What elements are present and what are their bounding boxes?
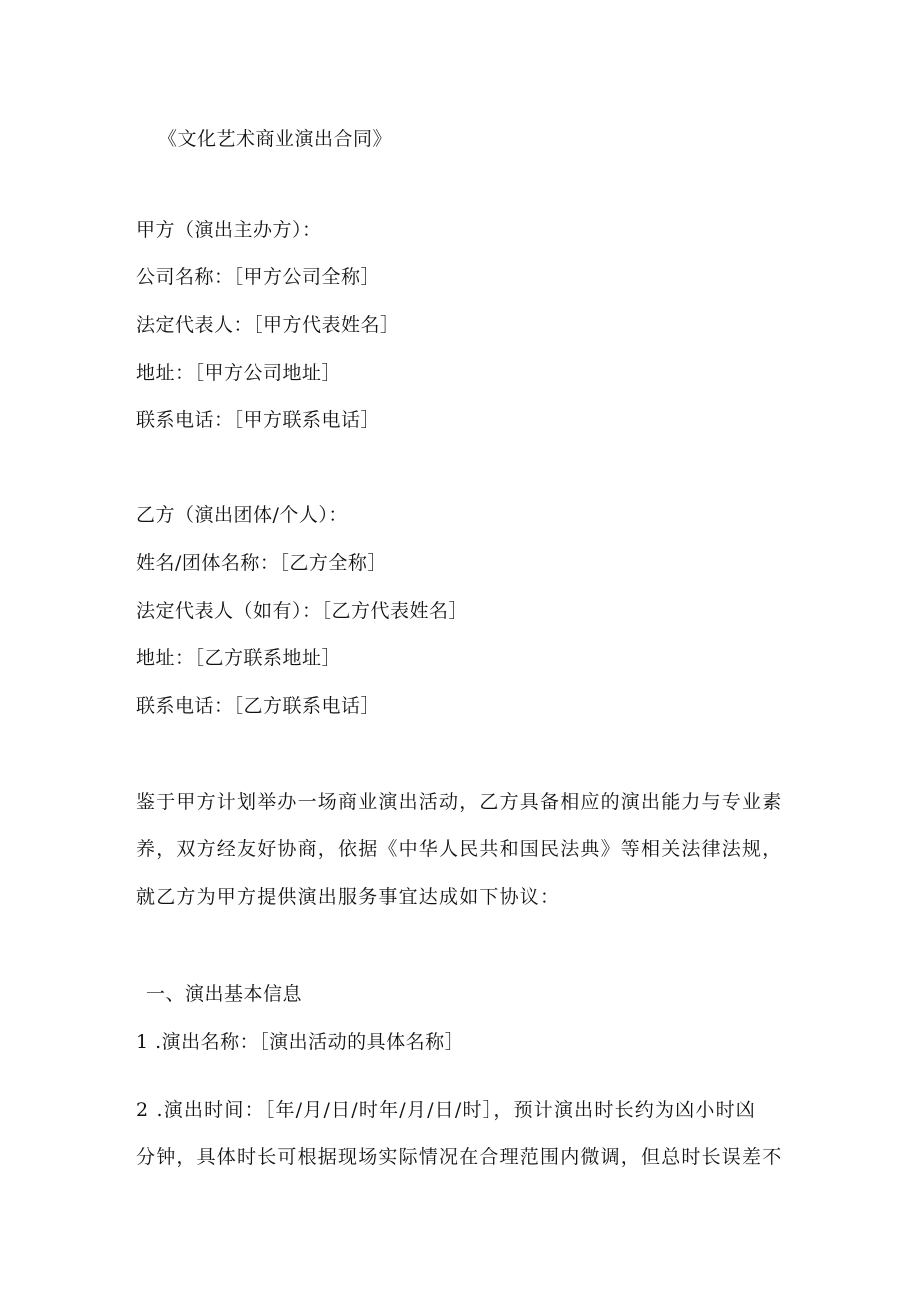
party-a-phone: 联系电话：［甲方联系电话］ xyxy=(136,409,381,431)
party-b-heading: 乙方（演出团体/个人）： xyxy=(136,504,348,526)
section1-item-2-line: 2 .演出时间：［年/月/日/时年/月/日/时］，预计演出时长约为凶小时凶 xyxy=(136,1099,756,1121)
party-a-company: 公司名称：［甲方公司全称］ xyxy=(136,266,381,288)
section1-heading: 一、演出基本信息 xyxy=(146,983,303,1005)
party-b-name: 姓名/团体名称：［乙方全称］ xyxy=(136,552,387,574)
party-b-address: 地址：［乙方联系地址］ xyxy=(136,647,342,669)
party-b-legal-rep: 法定代表人（如有）：［乙方代表姓名］ xyxy=(136,600,469,622)
party-a-legal-rep: 法定代表人：［甲方代表姓名］ xyxy=(136,314,400,336)
section1-item-2-line: 分钟，具体时长可根据现场实际情况在合理范围内微调，但总时长误差不 xyxy=(136,1146,783,1168)
party-a-heading: 甲方（演出主办方）： xyxy=(136,219,322,241)
contract-title: 《文化艺术商业演出合同》 xyxy=(158,128,393,150)
preamble-line: 养，双方经友好协商，依据《中华人民共和国民法典》等相关法律法规， xyxy=(136,838,783,860)
party-a-address: 地址：［甲方公司地址］ xyxy=(136,362,342,384)
preamble-line: 鉴于甲方计划举办一场商业演出活动，乙方具备相应的演出能力与专业素 xyxy=(136,791,783,813)
party-b-phone: 联系电话：［乙方联系电话］ xyxy=(136,695,381,717)
section1-item-1: 1 .演出名称：［演出活动的具体名称］ xyxy=(136,1031,465,1053)
preamble-line: 就乙方为甲方提供演出服务事宜达成如下协议： xyxy=(136,886,561,908)
